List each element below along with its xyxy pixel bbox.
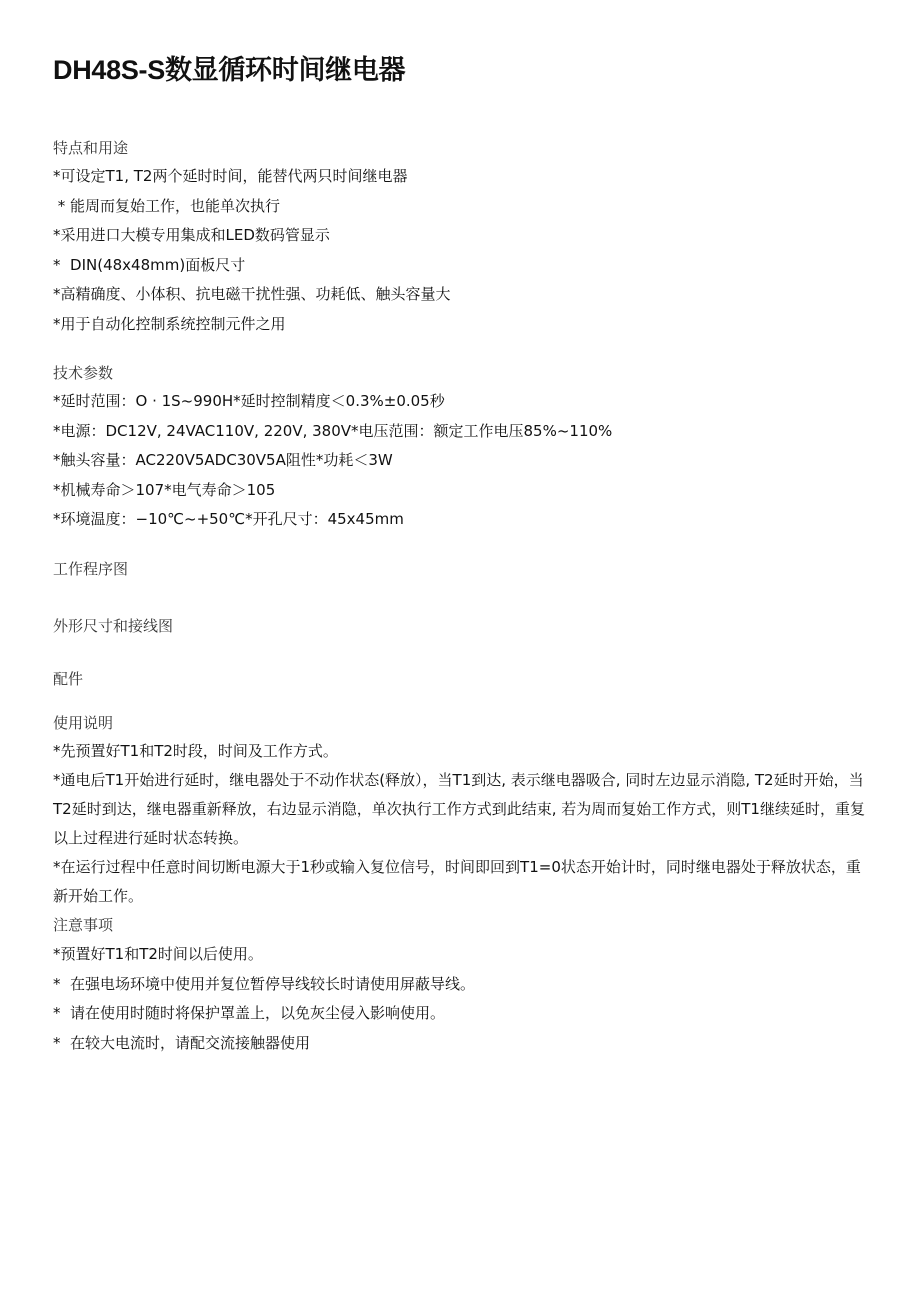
usage-heading: 使用说明 xyxy=(53,713,114,732)
notes-section xyxy=(53,911,865,1058)
feature-item: *采用进口大模专用集成和LED数码管显示 xyxy=(53,226,330,244)
program-diagram-heading: 工作程序图 xyxy=(53,559,129,578)
spec-item: *电源：DC12V, 24VAC110V, 220V, 380V*电压范围：额定工作电压85%~110% xyxy=(53,421,613,440)
spec-item: *机械寿命＞107*电气寿命＞105 xyxy=(53,480,276,499)
notes-heading: 注意事项 xyxy=(53,916,114,934)
feature-item: * DIN(48x48mm)面板尺寸 xyxy=(53,255,246,274)
note-item: * 在强电场环境中使用并复位暂停导线较长时请使用屏蔽导线。 xyxy=(53,974,476,993)
specs-section xyxy=(53,363,865,535)
spec-item: *延时范围：O · 1S~990H*延时控制精度＜0.3%±0.05秒 xyxy=(53,392,445,410)
document-body xyxy=(53,48,865,1058)
specs-heading: 技术参数 xyxy=(53,364,114,382)
usage-item: *先预置好T1和T2时段，时间及工作方式。 xyxy=(53,741,338,760)
feature-item: * 能周而复始工作，也能单次执行 xyxy=(53,196,281,215)
spec-item: *环境温度：−10℃~+50℃*开孔尺寸：45x45mm xyxy=(53,510,404,528)
spec-item: *触头容量：AC220V5ADC30V5A阻性*功耗＜3W xyxy=(53,451,393,469)
feature-item: *可设定T1, T2两个延时时间，能替代两只时间继电器 xyxy=(53,167,408,185)
features-section xyxy=(53,138,865,339)
dimensions-heading: 外形尺寸和接线图 xyxy=(53,616,174,635)
accessories-heading: 配件 xyxy=(53,669,84,688)
document-title: DH48S-S数显循环时间继电器 xyxy=(53,55,406,85)
note-item: * 请在使用时随时将保护罩盖上，以免灰尘侵入影响使用。 xyxy=(53,1004,446,1022)
usage-item: *通电后T1开始进行延时，继电器处于不动作状态(释放），当T1到达, 表示继电器吸合, 同时左边显示消隐, T2延时开始，当T2延时到达，继电器重新释放，右边显示消隐，单次执行工作方式到此结束, 若为周而复始工作方式，则T1继续延时，重复以上过程进行延时状态转换。 xyxy=(53,771,865,847)
feature-item: *用于自动化控制系统控制元件之用 xyxy=(53,314,286,333)
usage-item: *在运行过程中任意时间切断电源大于1秒或输入复位信号，时间即回到T1=0状态开始计时，同时继电器处于释放状态，重新开始工作。 xyxy=(53,858,861,905)
feature-item: *高精确度、小体积、抗电磁干扰性强、功耗低、触头容量大 xyxy=(53,285,451,303)
usage-section xyxy=(53,713,865,912)
note-item: * 在较大电流时，请配交流接触器使用 xyxy=(53,1033,311,1052)
features-heading: 特点和用途 xyxy=(53,139,129,157)
note-item: *预置好T1和T2时间以后使用。 xyxy=(53,945,263,963)
